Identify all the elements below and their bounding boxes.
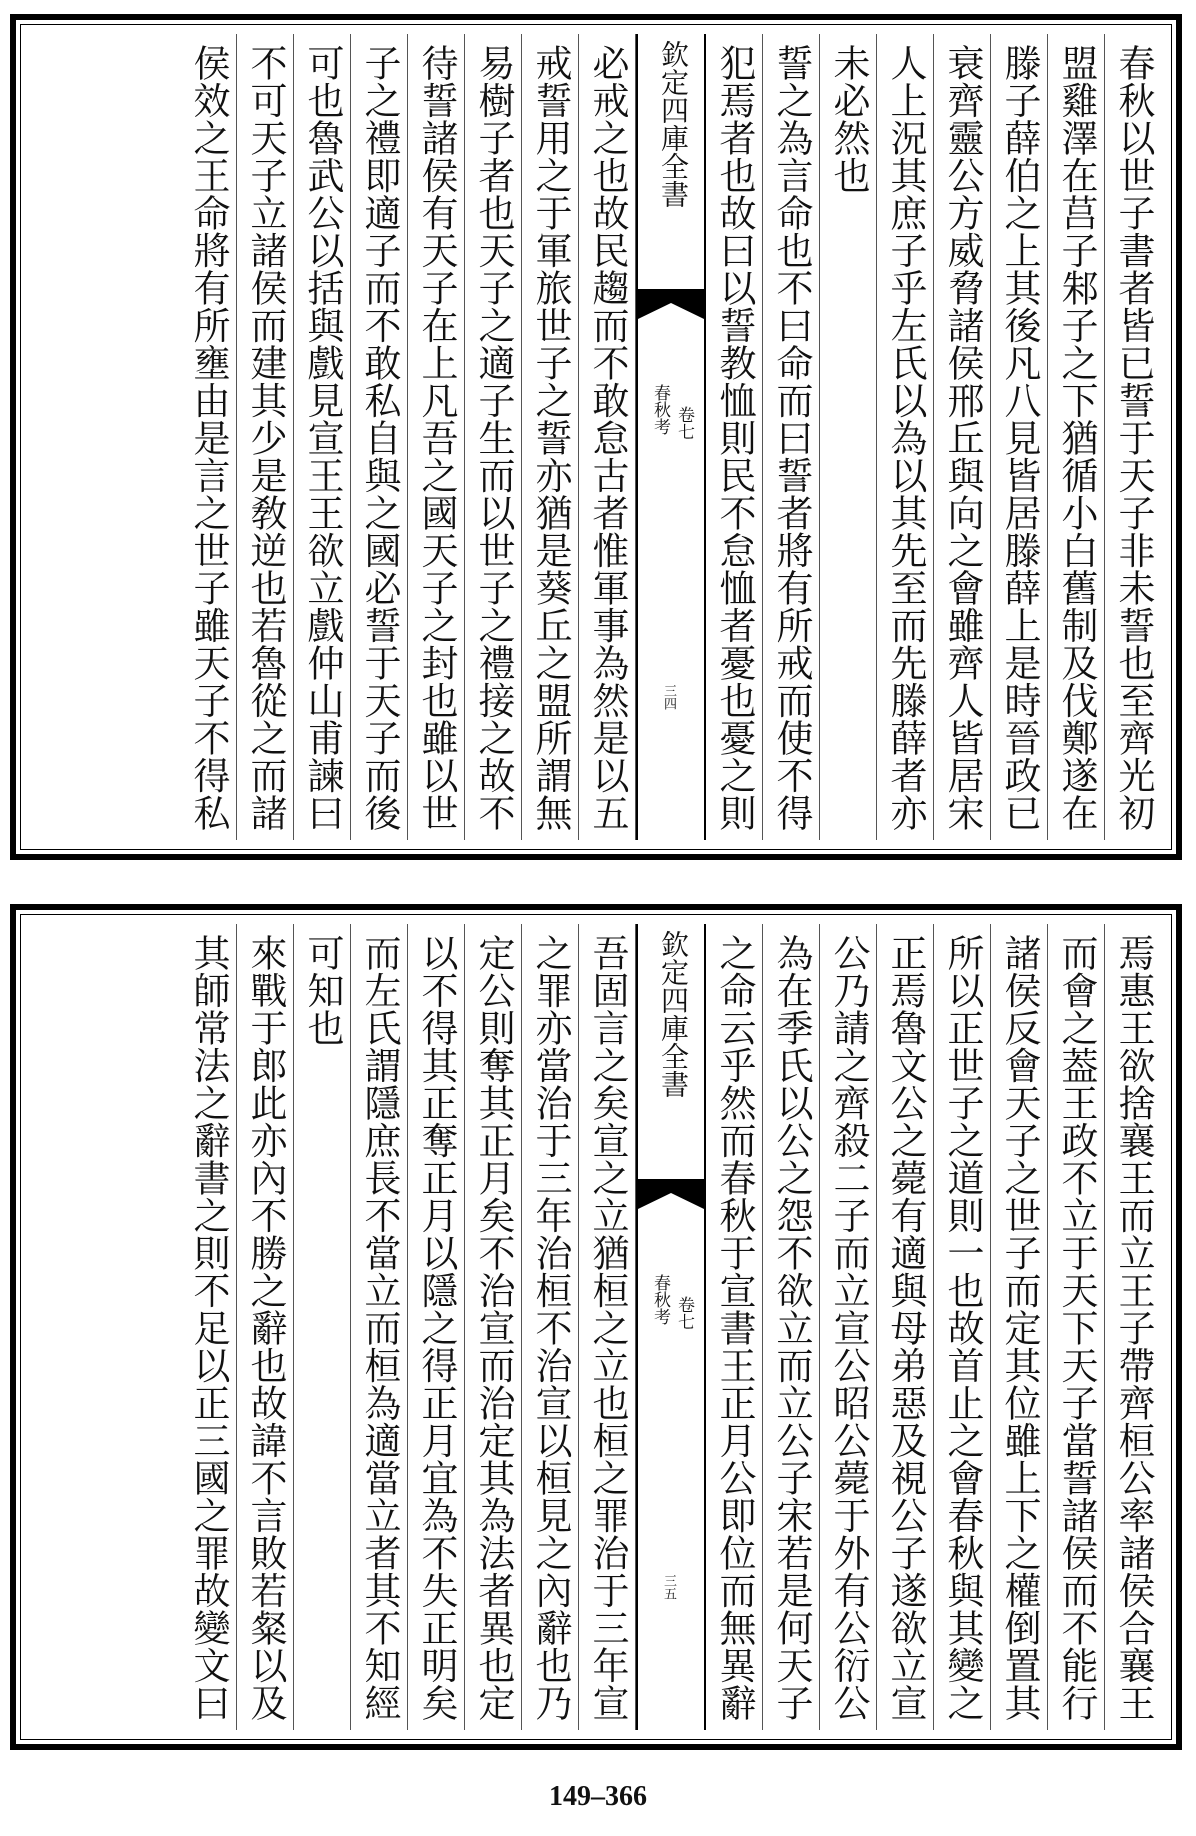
text-column [991, 34, 1048, 840]
column-text: 其師常法之辭書之則不足以正三國之罪故變文曰 [187, 934, 230, 1722]
column-text: 不可天子立諸侯而建其少是敎逆也若魯從之而諸 [244, 44, 287, 832]
text-column [465, 924, 522, 1730]
text-column [820, 924, 877, 1730]
collection-title: 欽定四庫全書 [657, 40, 690, 208]
text-column [1105, 34, 1162, 840]
column-text: 子之禮即適子而不敢私自與之國必誓于天子而後 [358, 44, 401, 832]
centre-fold-column [636, 924, 706, 1730]
folio-number: 三五 [661, 1574, 676, 1600]
column-text: 而會之葢王政不立于天下天子當誓諸侯而不能行 [1055, 934, 1098, 1722]
column-text: 滕子薛伯之上其後凡八見皆居滕薛上是時晉政已 [998, 44, 1041, 832]
text-column [934, 34, 991, 840]
fish-tail-mark-icon [638, 1179, 704, 1215]
column-text: 公乃請之齊殺二子而立宣公昭公薨于外有公衍公 [827, 934, 870, 1722]
book-title: 春秋考 [650, 384, 670, 435]
column-text: 而左氏謂隱庶長不當立而桓為適當立者其不知經 [358, 934, 401, 1722]
column-text: 以不得其正奪正月以隱之得正月宜為不失正明矣 [415, 934, 458, 1722]
text-column [522, 924, 579, 1730]
column-text: 來戰于郎此亦內不勝之辭也故諱不言敗若粲以及 [244, 934, 287, 1722]
centre-fold-column [636, 34, 706, 840]
text-column [351, 34, 408, 840]
folio-page-lower [10, 904, 1182, 1750]
text-column [237, 924, 294, 1730]
text-column [408, 924, 465, 1730]
column-text: 侯效之王命將有所壅由是言之世子雖天子不得私 [187, 44, 230, 832]
text-column [180, 924, 237, 1730]
column-text: 犯焉者也故曰以誓教恤則民不怠恤者憂也憂之則 [713, 44, 756, 832]
text-column [763, 34, 820, 840]
text-column [706, 924, 763, 1730]
text-column [237, 34, 294, 840]
page-number: 149–366 [549, 1781, 647, 1812]
column-text: 之命云乎然而春秋于宣書王正月公即位而無異辭 [713, 934, 756, 1722]
column-text: 之罪亦當治于三年治桓不治宣以桓見之內辭也乃 [529, 934, 572, 1722]
column-text: 人上況其庶子乎左氏以為以其先至而先滕薛者亦 [884, 44, 927, 832]
text-column [877, 924, 934, 1730]
column-text: 可也魯武公以括與戲見宣王王欲立戲仲山甫諫曰 [301, 44, 344, 832]
column-text: 諸侯反會天子之世子而定其位雖上下之權倒置其 [998, 934, 1041, 1722]
column-text: 正焉魯文公之薨有適與母弟惡及視公子遂欲立宣 [884, 934, 927, 1722]
text-column [294, 34, 351, 840]
column-text: 待誓諸侯有天子在上凡吾之國天子之封也雖以世 [415, 44, 458, 832]
folio-number: 三四 [661, 684, 676, 710]
text-column [1048, 924, 1105, 1730]
column-text: 易樹子者也天子之適子生而以世子之禮接之故不 [472, 44, 515, 832]
text-column [706, 34, 763, 840]
volume-label: 卷七 [674, 1296, 694, 1330]
column-text: 未必然也 [827, 44, 870, 194]
column-text: 所以正世子之道則一也故首止之會春秋與其變之 [941, 934, 984, 1722]
collection-title: 欽定四庫全書 [657, 930, 690, 1098]
text-column [820, 34, 877, 840]
text-column [294, 924, 351, 1730]
book-title: 春秋考 [650, 1274, 670, 1325]
text-columns [30, 924, 1162, 1730]
column-text: 春秋以世子書者皆已誓于天子非未誓也至齊光初 [1112, 44, 1155, 832]
column-text: 衰齊靈公方威脅諸侯邢丘與向之會雖齊人皆居宋 [941, 44, 984, 832]
volume-label: 卷七 [674, 406, 694, 440]
fish-tail-mark-icon [638, 289, 704, 325]
column-text: 可知也 [301, 934, 344, 1047]
text-column [763, 924, 820, 1730]
text-column [579, 34, 636, 840]
text-column [180, 34, 237, 840]
text-column [877, 34, 934, 840]
column-text: 盟雞澤在莒子邾子之下猶循小白舊制及伐鄭遂在 [1055, 44, 1098, 832]
column-text: 必戒之也故民趨而不敢怠古者惟軍事為然是以五 [586, 44, 629, 832]
column-text: 焉惠王欲捨襄王而立王子帶齊桓公率諸侯合襄王 [1112, 934, 1155, 1722]
column-text: 戒誓用之于軍旅世子之誓亦猶是葵丘之盟所謂無 [529, 44, 572, 832]
text-column [1048, 34, 1105, 840]
folio-page-upper [10, 14, 1182, 860]
text-column [1105, 924, 1162, 1730]
column-text: 吾固言之矣宣之立猶桓之立也桓之罪治于三年宣 [586, 934, 629, 1722]
column-text: 為在季氏以公之怨不欲立而立公子宋若是何天子 [770, 934, 813, 1722]
text-column [351, 924, 408, 1730]
text-column [934, 924, 991, 1730]
text-column [579, 924, 636, 1730]
text-column [408, 34, 465, 840]
column-text: 誓之為言命也不曰命而曰誓者將有所戒而使不得 [770, 44, 813, 832]
text-column [522, 34, 579, 840]
text-column [991, 924, 1048, 1730]
column-text: 定公則奪其正月矣不治宣而治定其為法者異也定 [472, 934, 515, 1722]
text-columns [30, 34, 1162, 840]
text-column [465, 34, 522, 840]
